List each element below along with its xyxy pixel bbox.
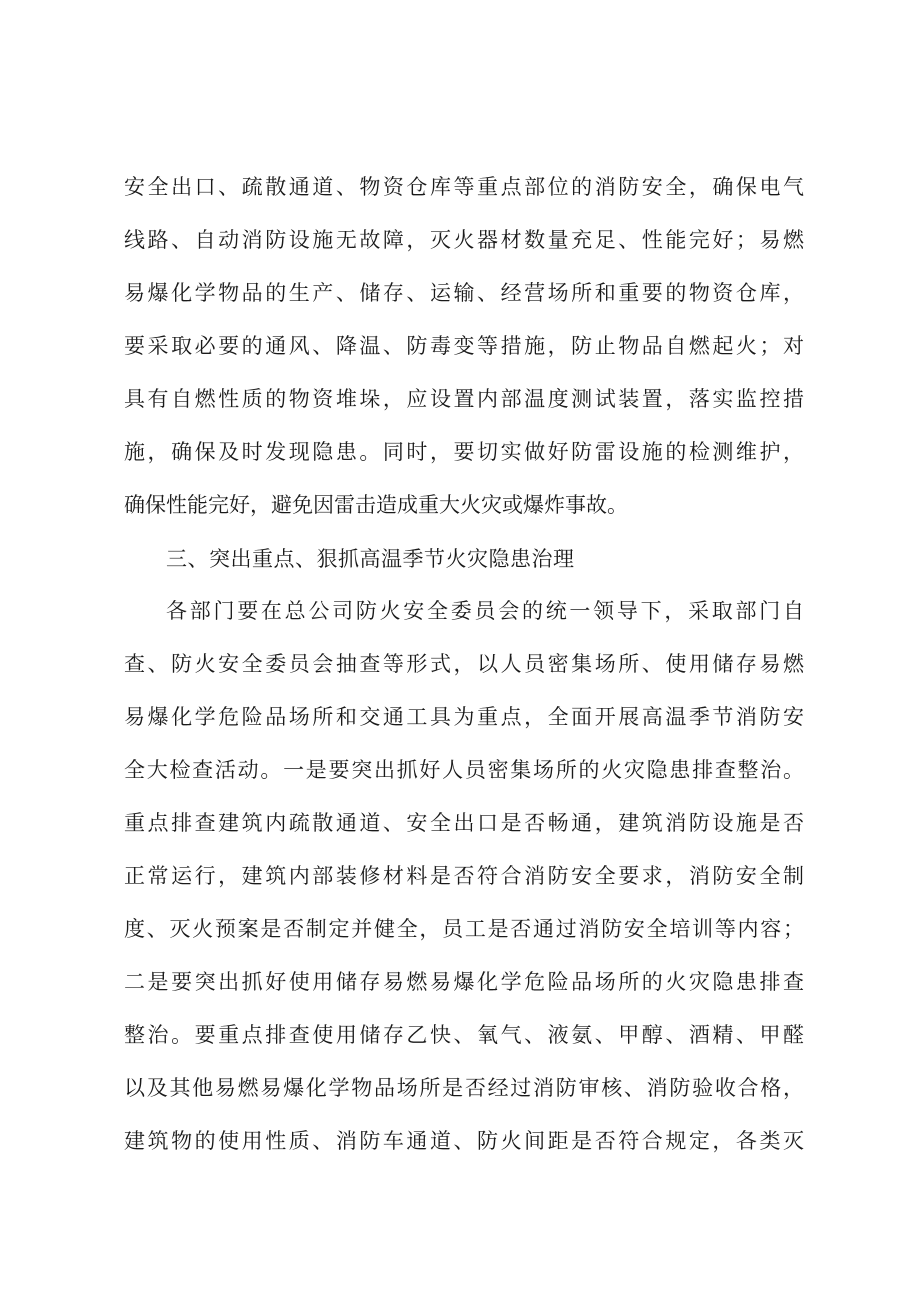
paragraph-1-line-2: 线路、自动消防设施无故障，灭火器材数量充足、性能完好；易燃	[124, 228, 804, 252]
paragraph-2-line-7: 度、灭火预案是否制定并健全，员工是否通过消防安全培训等内容；	[124, 917, 804, 941]
paragraph-1-line-3: 易爆化学物品的生产、储存、运输、经营场所和重要的物资仓库，	[124, 281, 804, 305]
paragraph-2-line-8: 二是要突出抓好使用储存易燃易爆化学危险品场所的火灾隐患排查	[124, 970, 804, 994]
paragraph-2-line-2: 查、防火安全委员会抽查等形式，以人员密集场所、使用储存易燃	[124, 652, 804, 676]
paragraph-2-line-5: 重点排查建筑内疏散通道、安全出口是否畅通，建筑消防设施是否	[124, 811, 804, 835]
paragraph-2-line-1: 各部门要在总公司防火安全委员会的统一领导下，采取部门自	[166, 599, 804, 623]
paragraph-1-line-7: 确保性能完好，避免因雷击造成重大火灾或爆炸事故。	[124, 493, 628, 517]
paragraph-2-line-10: 以及其他易燃易爆化学物品场所是否经过消防审核、消防验收合格，	[124, 1076, 804, 1100]
section-heading: 三、突出重点、狠抓高温季节火灾隐患治理	[166, 547, 575, 571]
paragraph-1-line-1: 安全出口、疏散通道、物资仓库等重点部位的消防安全，确保电气	[124, 175, 804, 199]
paragraph-2-line-6: 正常运行，建筑内部装修材料是否符合消防安全要求，消防安全制	[124, 864, 804, 888]
paragraph-2-line-11: 建筑物的使用性质、消防车通道、防火间距是否符合规定，各类灭	[124, 1129, 804, 1153]
paragraph-1-line-6: 施，确保及时发现隐患。同时，要切实做好防雷设施的检测维护，	[124, 440, 804, 464]
paragraph-1-line-4: 要采取必要的通风、降温、防毒变等措施，防止物品自燃起火；对	[124, 334, 804, 358]
paragraph-2-line-9: 整治。要重点排查使用储存乙快、氧气、液氨、甲醇、酒精、甲醛	[124, 1023, 804, 1047]
paragraph-2-line-4: 全大检查活动。一是要突出抓好人员密集场所的火灾隐患排查整治。	[124, 758, 804, 782]
paragraph-1-line-5: 具有自燃性质的物资堆垛，应设置内部温度测试装置，落实监控措	[124, 387, 804, 411]
paragraph-2-line-3: 易爆化学危险品场所和交通工具为重点，全面开展高温季节消防安	[124, 705, 804, 729]
